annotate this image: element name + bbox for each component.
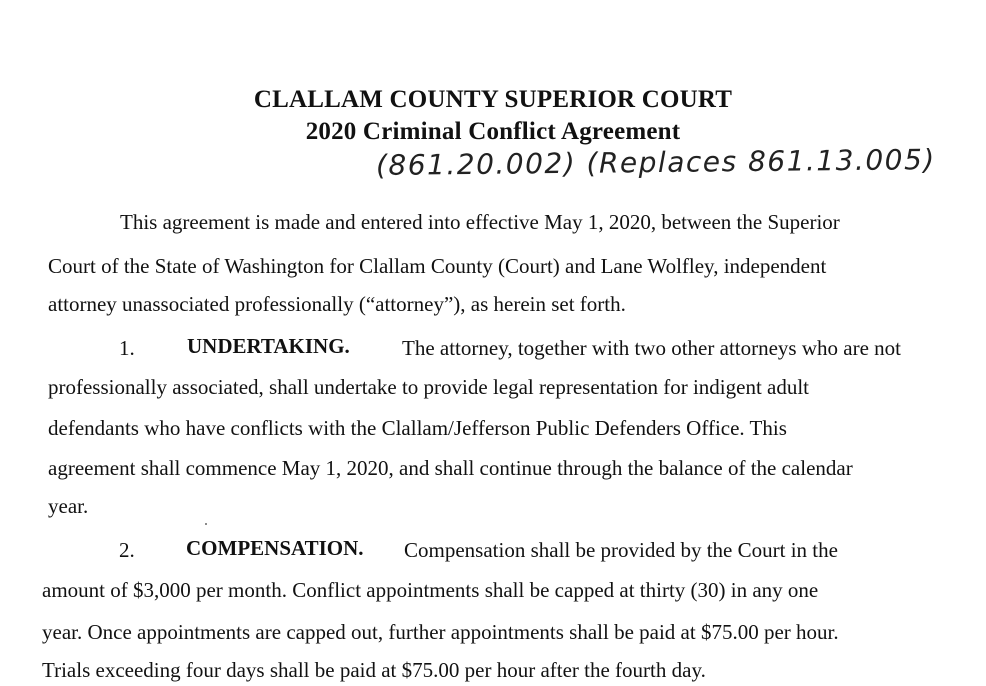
court-title: CLALLAM COUNTY SUPERIOR COURT [253,86,733,113]
section-2-first-line: Compensation shall be provided by the Court in the [404,538,838,562]
section-2-line: amount of $3,000 per month. Conflict appointments shall be capped at thirty (30) in any one [42,578,819,602]
section-1-line: agreement shall commence May 1, 2020, and shall continue through the balance of the calendar [48,456,853,480]
section-2-line: year. Once appointments are capped out, further appointments shall be paid at $75.00 per hour. [42,620,839,644]
section-1-first-line: The attorney, together with two other attorneys who are not [402,336,901,360]
intro-line-2: Court of the State of Washington for Clallam County (Court) and Lane Wolfley, independent [48,254,827,278]
section-1-line: defendants who have conflicts with the Clallam/Jefferson Public Defenders Office. This [48,416,787,440]
section-2-line: Trials exceeding four days shall be paid at $75.00 per hour after the fourth day. [42,658,706,682]
section-2-number: 2. [119,538,135,562]
handwritten-reference-note: (861.20.002) (Replaces 861.13.005) [375,143,936,182]
intro-line-1: This agreement is made and entered into effective May 1, 2020, between the Superior [120,210,840,234]
section-1-heading: UNDERTAKING. [187,334,350,358]
agreement-title: 2020 Criminal Conflict Agreement [305,118,681,145]
section-1-line: year. [48,494,89,518]
scan-speck [205,523,207,525]
section-1-line: professionally associated, shall undertake to provide legal representation for indigent adult [48,375,810,399]
section-1-number: 1. [119,336,135,360]
intro-line-3: attorney unassociated professionally (“attorney”), as herein set forth. [48,292,626,316]
section-2-heading: COMPENSATION. [186,536,364,560]
